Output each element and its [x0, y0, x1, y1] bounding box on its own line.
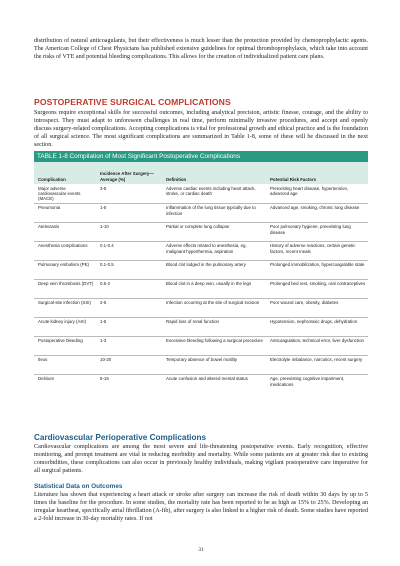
cell-complication: Postoperative bleeding	[34, 336, 96, 355]
table-row	[34, 203, 368, 222]
cell-risk-factors: Anticoagulation, technical error, liver dysfunction	[266, 336, 368, 355]
section-heading: POSTOPERATIVE SURGICAL COMPLICATIONS	[34, 97, 231, 107]
cell-risk-factors: History of adverse reactions, certain genetic factors, recent meals	[266, 241, 368, 260]
cell-definition: Inflammation of the lung tissue typically due to infection	[162, 203, 266, 222]
cell-definition: Temporary absence of bowel motility	[162, 355, 266, 374]
header-complication: Complication	[34, 162, 96, 184]
table-row	[34, 222, 368, 241]
table-row	[34, 279, 368, 298]
intro-paragraph: distribution of natural anticoagulants, but their effectiveness is much lesser than the protection provided by chemoprophylactic agents. The American College of Chest Physicians has published extensive guidelines for optimal thromboprophylaxis, which take into account the risks of VTE and potential bleeding complications. This allows for the creation of individualized patient care plans.	[34, 38, 368, 60]
complications-table	[34, 151, 368, 393]
cell-definition: Infection occurring at the site of surgical incision	[162, 298, 266, 317]
table-caption: TABLE 1-8 Compilation of Most Significant Postoperative Complications	[34, 151, 368, 162]
cell-complication: Surgical-site infection (SSI)	[34, 298, 96, 317]
cell-risk-factors: Age, preexisting cognitive impairment, medications	[270, 376, 345, 387]
sub-heading: Cardiovascular Perioperative Complications	[34, 433, 206, 442]
cell-complication: Acute kidney injury (AKI)	[34, 317, 96, 336]
cell-risk-factors: Advanced age, smoking, chronic lung disease	[266, 203, 368, 222]
cell-risk-factors: Poor wound care, obesity, diabetes	[266, 298, 368, 317]
cell-incidence: 1-5	[96, 203, 162, 222]
cell-incidence: 2-5	[96, 298, 162, 317]
cell-incidence: 0.1-0.4	[96, 241, 162, 260]
cell-risk-factors: Hypotension, nephrotoxic drugs, dehydration	[266, 317, 368, 336]
table-row	[34, 184, 368, 203]
cell-incidence: 5-15	[100, 376, 109, 382]
cell-definition: Blood clot lodged in the pulmonary artery	[162, 260, 266, 279]
table-grid	[34, 162, 368, 393]
cell-definition: Blood clot in a deep vein, usually in the legs	[162, 279, 266, 298]
cardio-paragraph: Cardiovascular complications are among the most severe and life-threatening postoperative events. Early recognition, effective monitoring, and prompt treatment are vital in reducing morbidity and mortality. While some patients are at greater risk due to existing comorbidities, these complications can also occur in previously healthy individuals, making vigilant postoperative care imperative for all surgical patients.	[34, 444, 368, 474]
cell-definition: Rapid loss of renal function	[162, 317, 266, 336]
cell-definition: Partial or complete lung collapse	[162, 222, 266, 241]
cell-risk-factors: Prolonged immobilization, hypercoagulable state	[266, 260, 368, 279]
cell-incidence: 10-20	[96, 355, 162, 374]
header-incidence: Incidence After Surgery—Average (%)	[96, 162, 162, 184]
table-row	[34, 260, 368, 279]
cell-definition: Adverse cardiac events including heart attack, stroke, or cardiac death	[162, 184, 266, 203]
table-row	[34, 317, 368, 336]
table-row	[34, 355, 368, 374]
cell-complication: Anesthesia complications	[34, 241, 96, 260]
cell-complication: Pneumonia	[34, 203, 96, 222]
cell-risk-factors: Electrolyte imbalance, narcotics, recent surgery	[266, 355, 368, 374]
cell-incidence: 1-10	[96, 222, 162, 241]
cell-risk-factors: Poor pulmonary hygiene, preexisting lung disease	[266, 222, 368, 241]
cell-incidence: 0.5-2	[96, 279, 162, 298]
table-body	[34, 184, 368, 393]
cell-complication: Atelectasis	[34, 222, 96, 241]
cell-complication: Deep vein thrombosis (DVT)	[34, 279, 96, 298]
cell-complication: Ileus	[34, 355, 96, 374]
stat-paragraph: Literature has shown that experiencing a heart attack or stroke after surgery can increase the risk of death within 30 days by up to 5 times the baseline for the procedure. In some studies, the mortality rate has been reported to be as high as 15% to 25%. Developing an irregular heartbeat, specifically atrial fibrillation (A-fib), after surgery is also linked to a higher risk of death. Some studies have reported a 2-fold increase in 30-day mortality rates. If not	[34, 492, 368, 522]
page-number: 31	[198, 547, 204, 553]
cell-risk-factors: Prolonged bed rest, smoking, oral contraceptives	[266, 279, 368, 298]
table-row	[34, 241, 368, 260]
section-paragraph: Surgeons require exceptional skills for successful outcomes, including analytical precision, artistic finesse, courage, and the ability to introspect. They must adapt to unforeseen challenges in real time, perform minimally invasive procedures, and accept and openly discuss surgery-related complications. Accepting complications is vital for professional growth and ethical practice and is the foundation of all surgical science. The most significant complications are summarized in Table 1-8, some of these will be discussed in the next section.	[34, 110, 368, 148]
cell-risk-factors: Preexisting heart disease, hypertension, advanced age	[266, 184, 368, 203]
cell-definition: Acute confusion and altered mental status	[166, 376, 248, 382]
table-row	[34, 298, 368, 317]
cell-incidence: 3-5	[96, 184, 162, 203]
cell-incidence: 1-5	[96, 317, 162, 336]
cell-complication: Delirium	[38, 376, 55, 382]
table-header-row	[34, 162, 368, 184]
minor-heading: Statistical Data on Outcomes	[34, 483, 123, 490]
cell-incidence: 0.1-0.5	[96, 260, 162, 279]
cell-definition: Excessive bleeding following a surgical procedure	[162, 336, 266, 355]
header-definition: Definition	[162, 162, 266, 184]
table-row	[34, 336, 368, 355]
header-risk-factors: Potential Risk Factors	[266, 162, 368, 184]
cell-complication: Pulmonary embolism (PE)	[34, 260, 96, 279]
table-row	[34, 374, 368, 393]
cell-definition: Adverse effects related to anesthesia, eg, malignant hyperthermia, aspiration	[162, 241, 266, 260]
cell-complication: Major adverse cardiovascular events (MACE)	[34, 184, 96, 203]
cell-incidence: 1-3	[96, 336, 162, 355]
